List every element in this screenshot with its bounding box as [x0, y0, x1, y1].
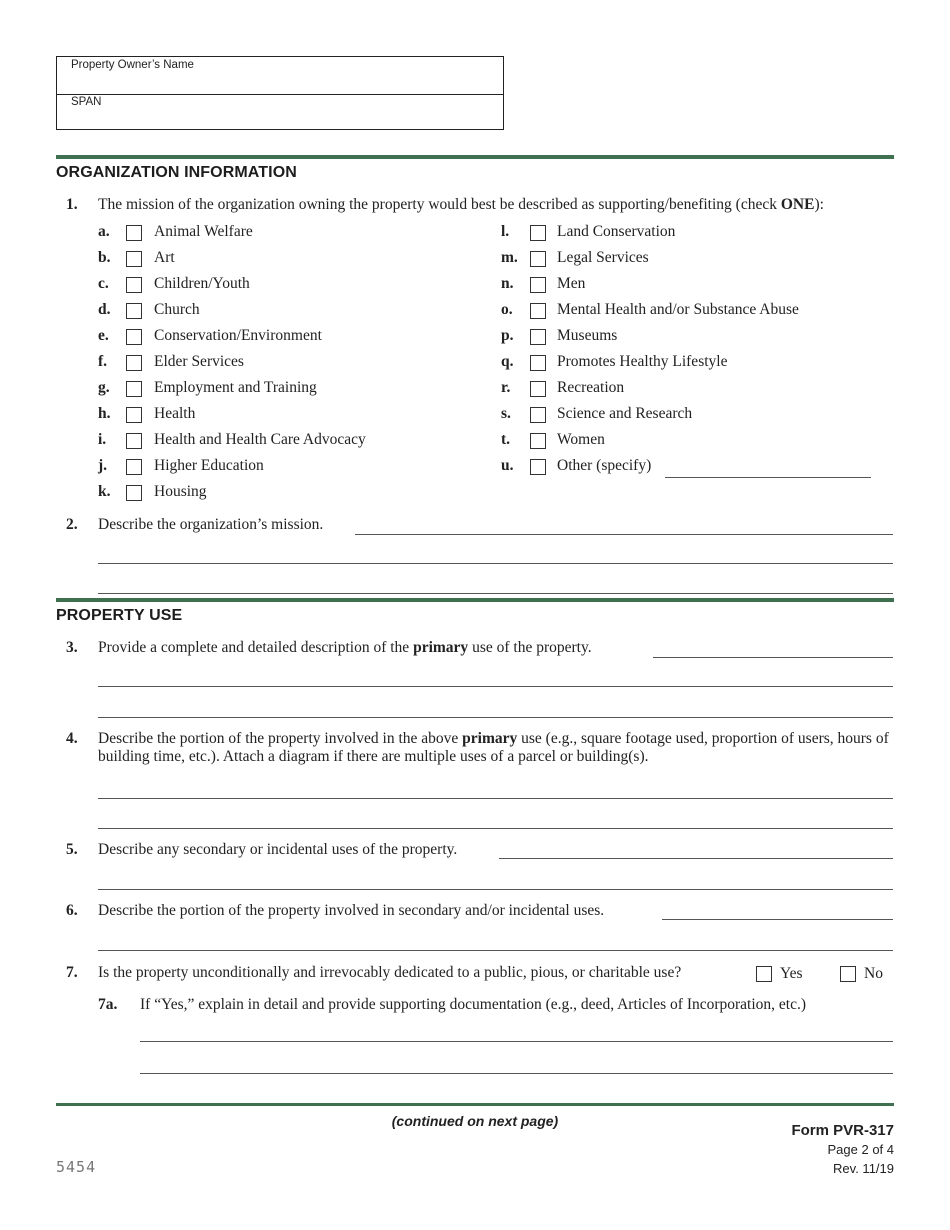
q2-number: 2. — [66, 516, 78, 533]
q3-text-pre: Provide a complete and detailed description of the — [98, 639, 414, 656]
q2-text: Describe the organization’s mission. — [98, 516, 324, 533]
option-label: Mental Health and/or Substance Abuse — [557, 301, 799, 318]
q1-option — [98, 379, 478, 399]
q3-answer-line[interactable] — [98, 686, 893, 687]
q3-text-bold: primary — [413, 639, 469, 656]
option-label: Health and Health Care Advocacy — [154, 431, 366, 448]
q1-option — [501, 379, 881, 399]
q1-option — [98, 249, 478, 269]
option-label: Other (specify) — [557, 457, 652, 474]
option-label: Museums — [557, 327, 618, 344]
option-label: Conservation/Environment — [154, 327, 322, 344]
option-label: Science and Research — [557, 405, 693, 422]
option-letter: d. — [98, 301, 111, 318]
option-label: Housing — [154, 483, 207, 500]
q1-option — [98, 223, 478, 243]
option-checkbox[interactable] — [126, 251, 142, 267]
q6-text: Describe the portion of the property involved in secondary and/or incidental uses. — [98, 902, 605, 919]
q6-answer-line[interactable] — [662, 919, 893, 920]
q7-number: 7. — [66, 964, 78, 981]
option-letter: p. — [501, 327, 514, 344]
q3-number: 3. — [66, 639, 78, 656]
option-letter: a. — [98, 223, 110, 240]
option-label: Church — [154, 301, 200, 318]
option-checkbox[interactable] — [530, 225, 546, 241]
q1-option — [98, 275, 478, 295]
option-checkbox[interactable] — [530, 459, 546, 475]
option-label: Health — [154, 405, 196, 422]
option-checkbox[interactable] — [530, 303, 546, 319]
q3-text — [98, 639, 592, 657]
q7-yes-label: Yes — [780, 965, 803, 982]
q5-answer-line[interactable] — [499, 858, 893, 859]
owner-name-field[interactable] — [71, 74, 495, 92]
org-section-title: ORGANIZATION INFORMATION — [56, 164, 297, 181]
owner-name-label: Property Owner’s Name — [71, 59, 194, 71]
q1-option — [98, 301, 478, 321]
option-letter: o. — [501, 301, 513, 318]
q1-option — [501, 249, 881, 269]
option-checkbox[interactable] — [530, 433, 546, 449]
option-letter: i. — [98, 431, 107, 448]
option-checkbox[interactable] — [126, 459, 142, 475]
option-checkbox[interactable] — [126, 485, 142, 501]
option-label: Art — [154, 249, 175, 266]
other-specify-line[interactable] — [665, 477, 871, 478]
q1-text — [98, 196, 824, 214]
q2-answer-line[interactable] — [98, 593, 893, 594]
page-number: Page 2 of 4 — [827, 1142, 894, 1157]
q7-no-checkbox[interactable] — [840, 966, 856, 982]
option-checkbox[interactable] — [530, 381, 546, 397]
q1-text-pre: The mission of the organization owning the property would best be described as supporting/benefiting (check — [98, 196, 781, 213]
q1-option — [98, 327, 478, 347]
q1-option — [501, 457, 881, 477]
span-row — [57, 94, 503, 131]
option-letter: l. — [501, 223, 510, 240]
q1-option — [501, 301, 881, 321]
owner-info-box — [56, 56, 504, 130]
option-letter: e. — [98, 327, 109, 344]
option-letter: q. — [501, 353, 514, 370]
q6-answer-line[interactable] — [98, 950, 893, 951]
q7-yes-checkbox[interactable] — [756, 966, 772, 982]
option-label: Children/Youth — [154, 275, 250, 292]
option-label: Employment and Training — [154, 379, 317, 396]
q5-number: 5. — [66, 841, 78, 858]
footer-divider — [56, 1103, 894, 1106]
option-label: Promotes Healthy Lifestyle — [557, 353, 728, 370]
q4-text-post: use (e.g., square footage used, proportion of users, hours of building time, etc.). Attach a diagram if there are multiple uses of a parcel or building(s). — [98, 730, 889, 765]
option-letter: h. — [98, 405, 111, 422]
q7a-answer-line[interactable] — [140, 1073, 893, 1074]
option-letter: t. — [501, 431, 511, 448]
q1-option — [98, 431, 478, 451]
option-checkbox[interactable] — [126, 303, 142, 319]
option-letter: u. — [501, 457, 514, 474]
q2-answer-line[interactable] — [98, 563, 893, 564]
q4-answer-line[interactable] — [98, 828, 893, 829]
q3-text-post: use of the property. — [468, 639, 592, 656]
option-checkbox[interactable] — [530, 407, 546, 423]
q7a-number: 7a. — [98, 996, 118, 1013]
q4-text-bold: primary — [462, 730, 518, 747]
option-letter: b. — [98, 249, 111, 266]
option-letter: g. — [98, 379, 110, 396]
option-label: Legal Services — [557, 249, 649, 266]
option-checkbox[interactable] — [126, 329, 142, 345]
option-letter: m. — [501, 249, 518, 266]
option-label: Land Conservation — [557, 223, 676, 240]
use-section-title: PROPERTY USE — [56, 607, 183, 624]
option-label: Higher Education — [154, 457, 264, 474]
q5-answer-line[interactable] — [98, 889, 893, 890]
q3-answer-line[interactable] — [98, 717, 893, 718]
q1-option — [98, 405, 478, 425]
option-checkbox[interactable] — [126, 407, 142, 423]
section-divider — [56, 155, 894, 159]
option-label: Animal Welfare — [154, 223, 253, 240]
option-label: Recreation — [557, 379, 625, 396]
option-checkbox[interactable] — [126, 433, 142, 449]
option-letter: f. — [98, 353, 108, 370]
q1-option — [501, 431, 881, 451]
option-checkbox[interactable] — [530, 329, 546, 345]
q6-number: 6. — [66, 902, 78, 919]
q2-answer-line[interactable] — [355, 534, 893, 535]
option-checkbox[interactable] — [530, 251, 546, 267]
q3-answer-line[interactable] — [653, 657, 893, 658]
option-checkbox[interactable] — [126, 355, 142, 371]
q1-option — [501, 353, 881, 373]
option-checkbox[interactable] — [530, 355, 546, 371]
option-letter: n. — [501, 275, 514, 292]
q4-answer-line[interactable] — [98, 798, 893, 799]
option-checkbox[interactable] — [126, 277, 142, 293]
q4-text — [98, 730, 896, 766]
option-label: Women — [557, 431, 605, 448]
form-code: 5454 — [56, 1158, 97, 1176]
option-letter: r. — [501, 379, 511, 396]
option-checkbox[interactable] — [530, 277, 546, 293]
continued-note: (continued on next page) — [391, 1113, 559, 1129]
q1-option — [98, 483, 478, 503]
q1-text-post: ): — [814, 196, 824, 213]
q1-option — [501, 327, 881, 347]
q7a-answer-line[interactable] — [140, 1041, 893, 1042]
q1-option — [501, 275, 881, 295]
span-field[interactable] — [71, 111, 495, 129]
form-id: Form PVR-317 — [791, 1122, 894, 1139]
q1-number: 1. — [66, 196, 78, 213]
section-divider — [56, 598, 894, 602]
option-checkbox[interactable] — [126, 225, 142, 241]
q5-text: Describe any secondary or incidental uses of the property. — [98, 841, 458, 858]
q1-text-bold: ONE — [780, 196, 815, 213]
q1-option — [501, 223, 881, 243]
q7a-text: If “Yes,” explain in detail and provide supporting documentation (e.g., deed, Articles of Incorporation, etc.) — [140, 996, 807, 1013]
q7-no-label: No — [864, 965, 883, 982]
q4-number: 4. — [66, 730, 78, 747]
q4-text-pre: Describe the portion of the property involved in the above — [98, 730, 463, 747]
q1-option — [98, 353, 478, 373]
option-checkbox[interactable] — [126, 381, 142, 397]
option-label: Men — [557, 275, 586, 292]
q1-option — [501, 405, 881, 425]
revision-date: Rev. 11/19 — [833, 1161, 894, 1176]
owner-name-row — [57, 57, 503, 95]
span-label: SPAN — [71, 96, 102, 108]
option-letter: k. — [98, 483, 111, 500]
option-letter: c. — [98, 275, 109, 292]
option-label: Elder Services — [154, 353, 244, 370]
option-letter: j. — [98, 457, 108, 474]
option-letter: s. — [501, 405, 511, 422]
q1-option — [98, 457, 478, 477]
q7-text: Is the property unconditionally and irrevocably dedicated to a public, pious, or charitable use? — [98, 964, 682, 981]
